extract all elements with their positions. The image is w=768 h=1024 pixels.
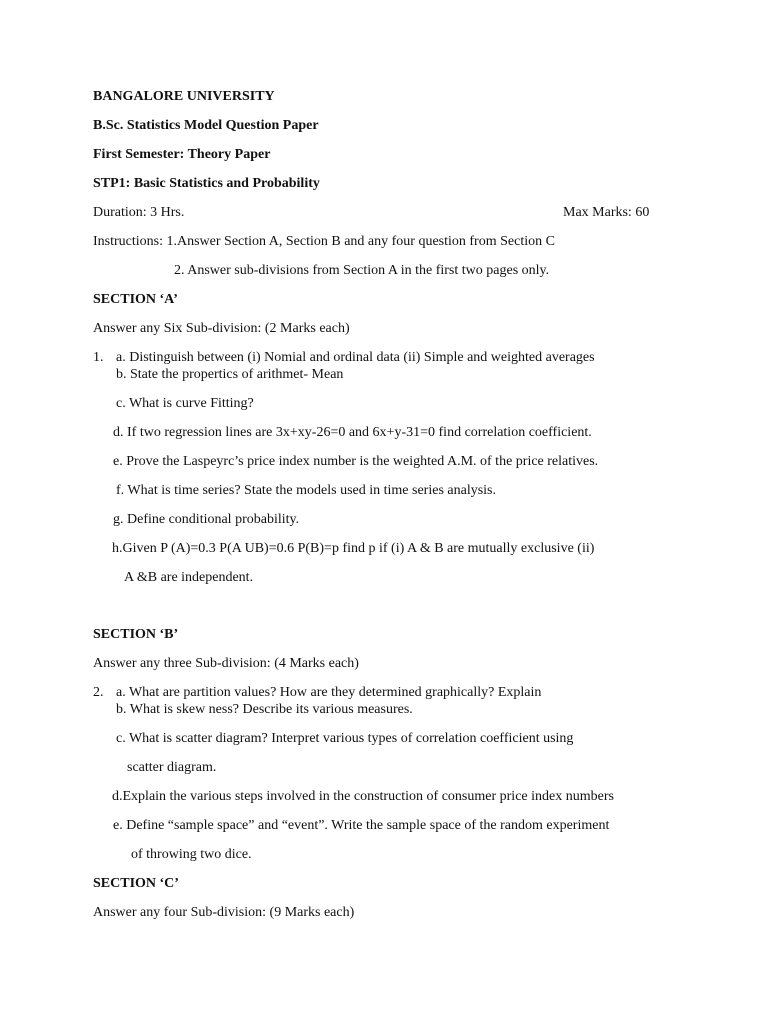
university-name: BANGALORE UNIVERSITY <box>93 89 275 104</box>
question-1h: h.Given P (A)=0.3 P(A UB)=0.6 P(B)=p find p if (i) A & B are mutually exclusive (ii) <box>112 541 595 556</box>
instruction-line-1: Instructions: 1.Answer Section A, Section B and any four question from Section C <box>93 234 555 249</box>
question-1d: d. If two regression lines are 3x+xy-26=0 and 6x+y-31=0 find correlation coefficient. <box>113 425 592 440</box>
section-b-title: SECTION ‘B’ <box>93 627 179 642</box>
question-1-number: 1. <box>93 350 104 365</box>
question-2d: d.Explain the various steps involved in the construction of consumer price index numbers <box>112 789 614 804</box>
question-2e: e. Define “sample space” and “event”. Write the sample space of the random experiment <box>113 818 610 833</box>
section-a-instruction: Answer any Six Sub-division: (2 Marks each) <box>93 321 350 336</box>
paper-title: STP1: Basic Statistics and Probability <box>93 176 320 191</box>
instruction-line-2: 2. Answer sub-divisions from Section A in the first two pages only. <box>174 263 550 278</box>
question-1e: e. Prove the Laspeyrc’s price index number is the weighted A.M. of the price relatives. <box>113 454 599 469</box>
section-c-title: SECTION ‘C’ <box>93 876 179 891</box>
question-2b: b. What is skew ness? Describe its various measures. <box>116 702 413 717</box>
section-a-title: SECTION ‘A’ <box>93 292 178 307</box>
question-1a: a. Distinguish between (i) Nomial and ordinal data (ii) Simple and weighted averages <box>116 350 595 365</box>
max-marks: Max Marks: 60 <box>563 205 650 220</box>
question-2e-continued: of throwing two dice. <box>131 847 252 862</box>
question-2c-continued: scatter diagram. <box>127 760 217 775</box>
question-1b: b. State the propertics of arithmet- Mean <box>116 367 344 382</box>
question-1g: g. Define conditional probability. <box>113 512 300 527</box>
course-title: B.Sc. Statistics Model Question Paper <box>93 118 319 133</box>
question-1c: c. What is curve Fitting? <box>116 396 254 411</box>
question-2c: c. What is scatter diagram? Interpret various types of correlation coefficient using <box>116 731 574 746</box>
question-1h-continued: A &B are independent. <box>124 570 254 585</box>
question-2-number: 2. <box>93 685 104 700</box>
question-2a: a. What are partition values? How are they determined graphically? Explain <box>116 685 542 700</box>
section-c-instruction: Answer any four Sub-division: (9 Marks each) <box>93 905 355 920</box>
section-b-instruction: Answer any three Sub-division: (4 Marks each) <box>93 656 359 671</box>
duration: Duration: 3 Hrs. <box>93 205 185 220</box>
semester-title: First Semester: Theory Paper <box>93 147 271 162</box>
question-1f: f. What is time series? State the models used in time series analysis. <box>116 483 496 498</box>
